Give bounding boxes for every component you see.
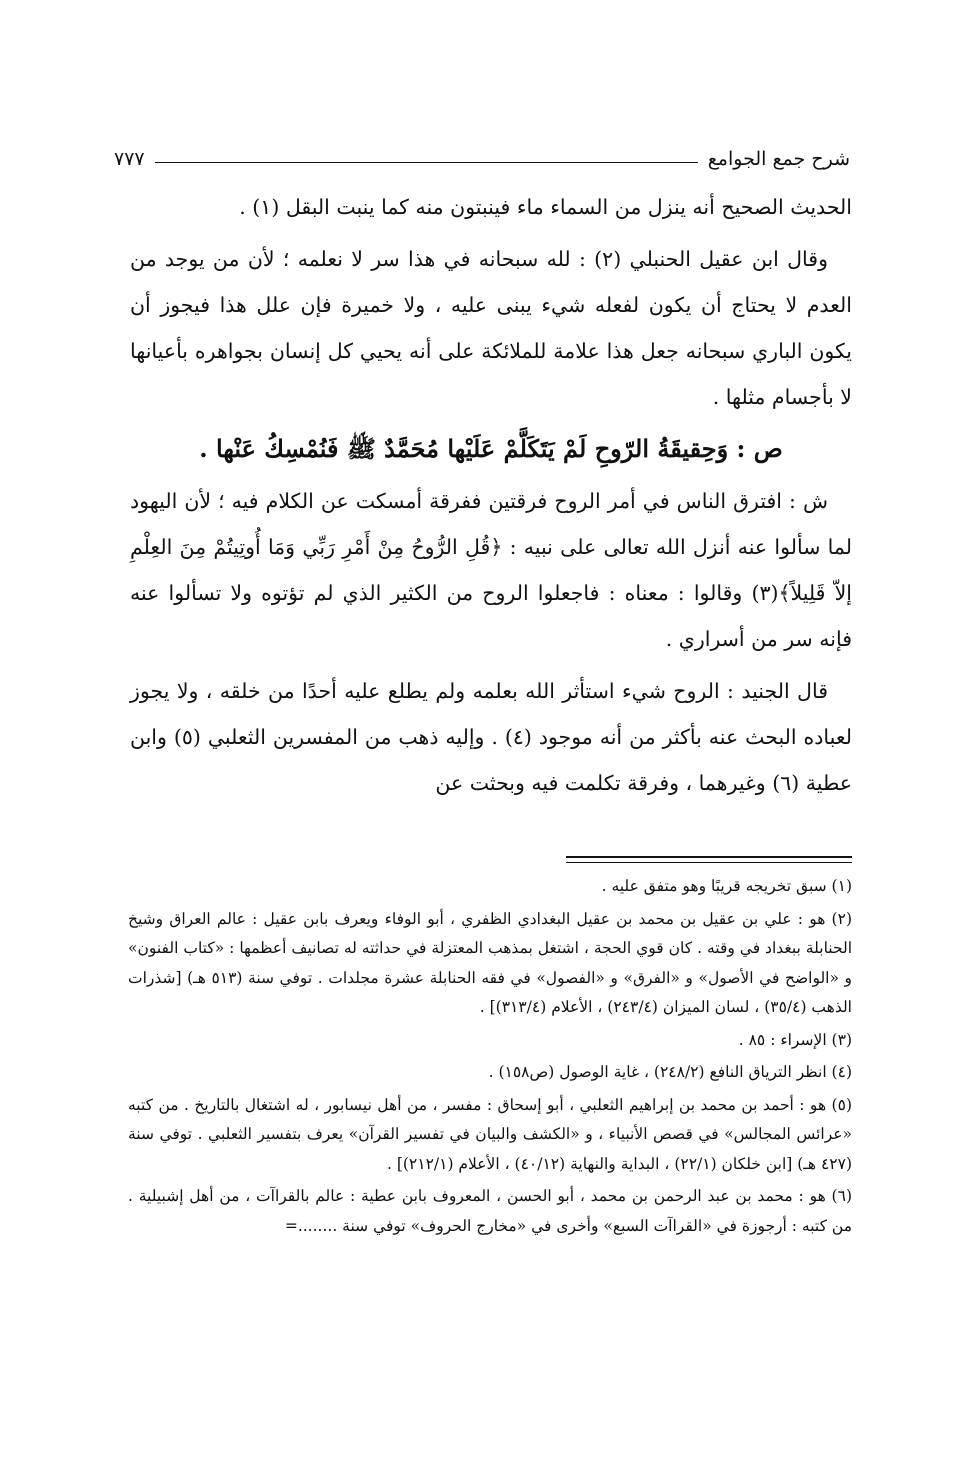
- footnote-5: (٥) هو : أحمد بن محمد بن إبراهيم الثعلبي ، أبو إسحاق : مفسر ، من أهل نيسابور ، له اشتغال بالتاريخ . من كتبه «عرائس المجالس» في قصص الأنبياء ، و «الكشف والبيان في تفسير القرآن» يعرف بتفسير الثعلبي . توفي سنة (٤٢٧ هـ) [ابن خلكان (٢٢/١) ، البداية والنهاية (٤٠/١٢) ، الأعلام (٢١٢/١)] .: [128, 1095, 852, 1173]
- paragraph-4: قال الجنيد : الروح شيء استأثر الله بعلمه ولم يطلع عليه أحدًا من خلقه ، ولا يجوز لعباده البحث عنه بأكثر من أنه موجود (٤) . وإليه ذهب من المفسرين الثعلبي (٥) وابن عطية (٦) وغيرهما ، وفرقة تكلمت فيه وبحثت عن: [130, 679, 852, 795]
- matn-line: ص : وَحِقيقَةُ الرّوحِ لَمْ يَتَكَلَّمْ عَلَيْها مُحَمَّدٌ ﷺ فَنُمْسِكُ عَنْها .: [199, 434, 783, 463]
- footnote-3: (٣) الإسراء : ٨٥ .: [738, 1030, 852, 1049]
- paragraph-3: [130, 478, 852, 662]
- paragraph-3-text-b: وقالوا : معناه : فاجعلوا الروح من الكثير الذي لم تؤتوه ولا تسألوا عنه فإنه سر من أسراري .: [130, 581, 852, 651]
- quran-verse: ﴿قُلِ الرُّوحُ مِنْ أَمْرِ رَبِّي وَمَا أُوتِيتُمْ مِنَ العِلْمِ إلاّ قَلِيلاً﴾(٣): [130, 535, 852, 605]
- paragraph-3-text-a: ش : افترق الناس في أمر الروح فرقتين ففرقة أمسكت عن الكلام فيه ؛ لأن اليهود لما سألوا عنه أنزل الله تعالى على نبيه :: [130, 489, 852, 559]
- main-text: [130, 184, 852, 806]
- page-number: ٧٧٧: [114, 148, 145, 170]
- running-title: شرح جمع الجوامع: [707, 148, 850, 170]
- footnote-2: (٢) هو : علي بن عقيل بن محمد بن عقيل البغدادي الظفري ، أبو الوفاء ويعرف بابن عقيل : عالم العراق وشيخ الحنابلة ببغداد في وقته . كان قوي الحجة ، اشتغل بمذهب المعتزلة في حداثته له تصانيف أعظمها : «كتاب الفنون» و «الواضح في الأصول» و «الفرق» و «الفصول» في فقه الحنابلة عشرة مجلدات . توفي سنة (٥١٣ هـ) [شذرات الذهب (٣٥/٤) ، لسان الميزان (٢٤٣/٤) ، الأعلام (٣١٣/٤)] .: [128, 909, 853, 1016]
- header-rule: [155, 162, 698, 163]
- page-header: [114, 142, 850, 176]
- footnotes: [128, 872, 852, 1244]
- footnote-4: (٤) انظر الترياق النافع (٢٤٨/٢) ، غاية الوصول (ص١٥٨) .: [488, 1063, 852, 1081]
- footnote-separator: [566, 856, 852, 863]
- paragraph-2: وقال ابن عقيل الحنبلي (٢) : لله سبحانه في هذا سر لا نعلمه ؛ لأن من يوجد من العدم لا يحتاج أن يكون لفعله شيء يبنى عليه ، ولا خميرة فإن علل هذا فيجوز أن يكون الباري سبحانه جعل هذا علامة للملائكة على أنه يحيي كل إنسان بجواهره بأعيانها لا بأجسام مثلها .: [130, 247, 852, 409]
- footnote-1: (١) سبق تخريجه قريبًا وهو متفق عليه .: [601, 877, 852, 895]
- footnote-6: (٦) هو : محمد بن عبد الرحمن بن محمد ، أبو الحسن ، المعروف بابن عطية : عالم بالقراآت ، من أهل إشبيلية . من كتبه : أرجوزة في «القراآت السبع» وأخرى في «مخارج الحروف» توفي سنة ........=: [128, 1187, 852, 1235]
- paragraph-1: الحديث الصحيح أنه ينزل من السماء ماء فينبتون منه كما ينبت البقل (١) .: [239, 195, 852, 219]
